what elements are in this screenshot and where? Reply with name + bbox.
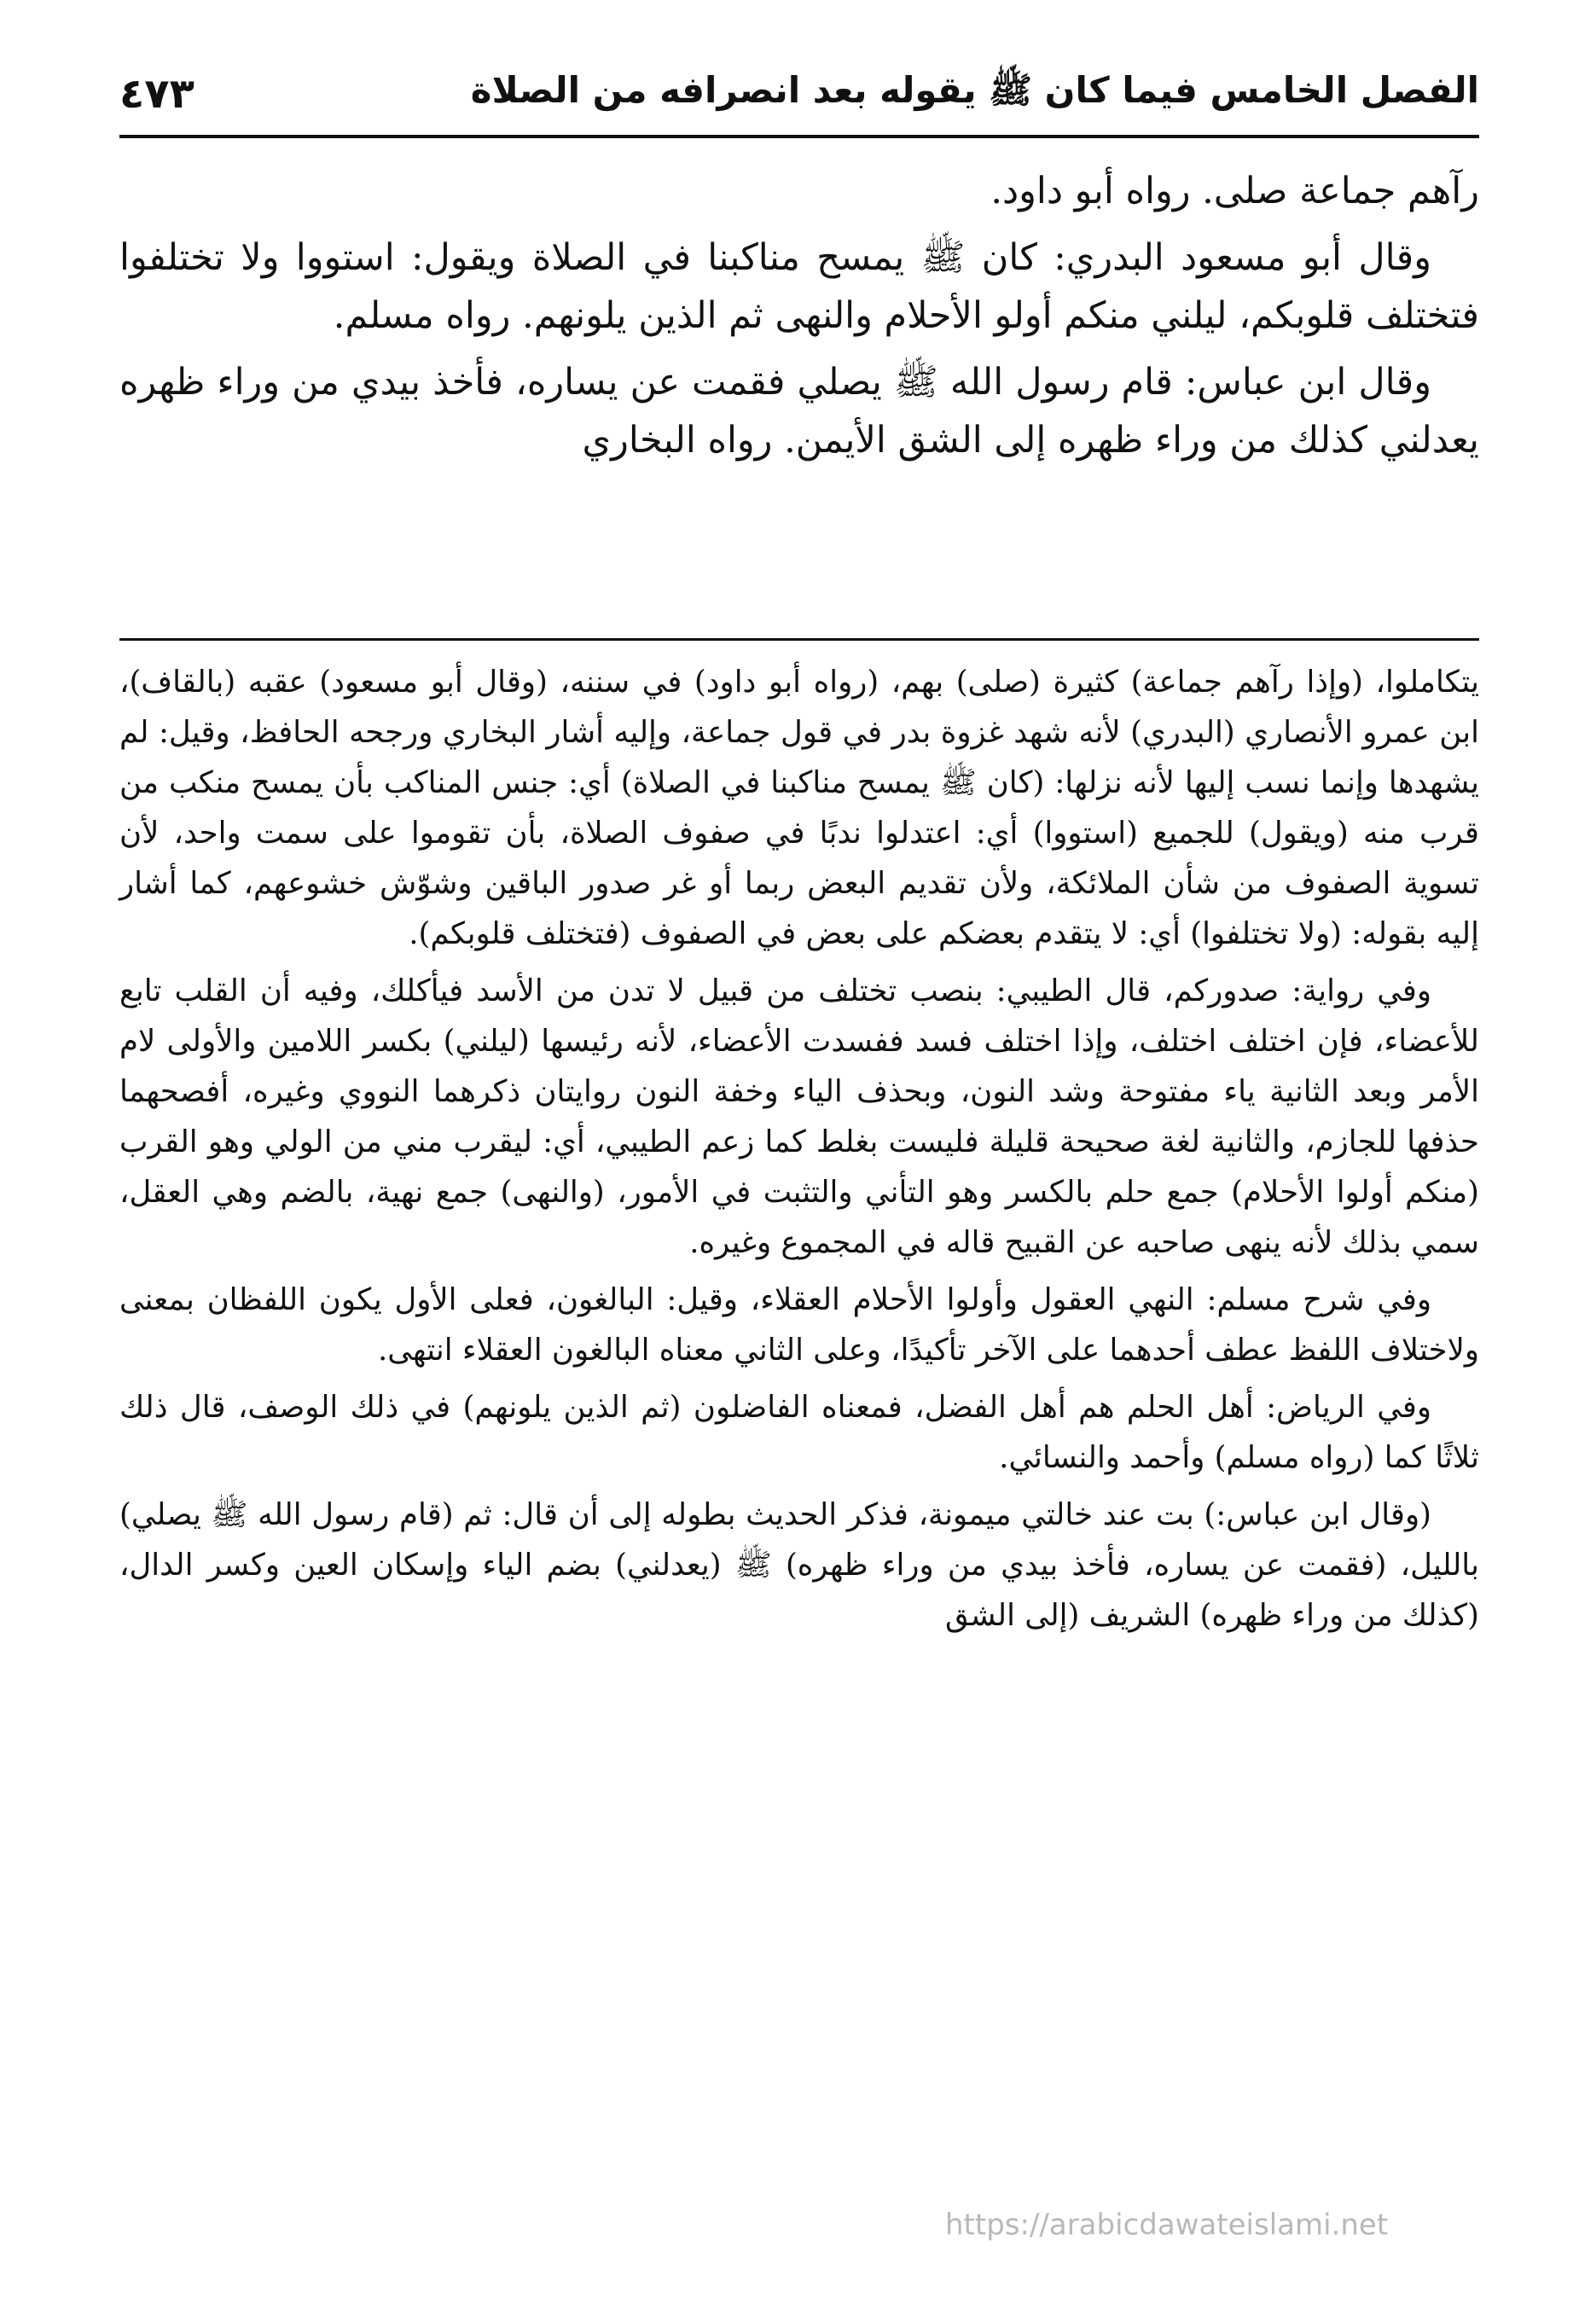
hadith-text bbox=[119, 162, 1479, 478]
watermark-url: https://arabicdawateislami.net bbox=[945, 2208, 1389, 2242]
commentary-paragraph: وفي الرياض: أهل الحلم هم أهل الفضل، فمعناه الفاضلون (ثم الذين يلونهم) في ذلك الوصف، قال ذلك ثلاثًا كما (رواه مسلم) وأحمد والنسائي. bbox=[119, 1390, 1479, 1475]
commentary-divider bbox=[119, 638, 1479, 641]
matn-paragraph: وقال ابن عباس: قام رسول الله ﷺ يصلي فقمت عن يساره، فأخذ بيدي من وراء ظهره يعدلني كذلك من وراء ظهره إلى الشق الأيمن. رواه البخاري bbox=[119, 361, 1479, 462]
header-rule bbox=[119, 135, 1479, 138]
commentary-paragraph: وفي شرح مسلم: النهي العقول وأولوا الأحلام العقلاء، وقيل: البالغون، فعلى الأول يكون اللفظان بمعنى ولاختلاف اللفظ عطف أحدهما على الآخر تأكيدًا، وعلى الثاني معناه البالغون العقلاء انتهى. bbox=[119, 1282, 1479, 1368]
commentary-paragraph: يتكاملوا، (وإذا رآهم جماعة) كثيرة (صلى) بهم، (رواه أبو داود) في سننه، (وقال أبو مسعود) عقبه (بالقاف)، ابن عمرو الأنصاري (البدري) لأنه شهد غزوة بدر في قول جماعة، وإليه أشار البخاري ورجحه الحافظ، وقيل: لم يشهدها وإنما نسب إليها لأنه نزلها: (كان ﷺ يمسح مناكبنا في الصلاة) أي: جنس المناكب بأن يمسح منكب من قرب منه (ويقول) للجميع (استووا) أي: اعتدلوا ندبًا في صفوف الصلاة، بأن تقوموا على سمت واحد، لأن تسوية الصفوف من شأن الملائكة، ولأن تقديم البعض ربما أو غر صدور الباقين وشوّش خشوعهم، كما أشار إليه بقوله: (ولا تختلفوا) أي: لا يتقدم بعضكم على بعض في الصفوف (فتختلف قلوبكم). bbox=[119, 665, 1479, 951]
page-number: ٤٧٣ bbox=[119, 70, 194, 118]
page-header bbox=[119, 51, 1479, 137]
running-title: الفصل الخامس فيما كان ﷺ يقوله بعد انصرافه من الصلاة bbox=[470, 68, 1479, 111]
commentary-paragraph: (وقال ابن عباس:) بت عند خالتي ميمونة، فذكر الحديث بطوله إلى أن قال: ثم (قام رسول الله ﷺ يصلي) بالليل، (فقمت عن يساره، فأخذ بيدي من وراء ظهره) ﷺ (يعدلني) بضم الياء وإسكان العين وكسر الدال، (كذلك من وراء ظهره) الشريف (إلى الشق bbox=[119, 1497, 1479, 1633]
matn-paragraph: رآهم جماعة صلى. رواه أبو داود. bbox=[990, 170, 1479, 212]
commentary-text bbox=[119, 657, 1479, 1647]
matn-paragraph: وقال أبو مسعود البدري: كان ﷺ يمسح مناكبنا في الصلاة ويقول: استووا ولا تختلفوا فتختلف قلوبكم، ليلني منكم أولو الأحلام والنهى ثم الذين يلونهم. رواه مسلم. bbox=[119, 236, 1479, 337]
commentary-paragraph: وفي رواية: صدوركم، قال الطيبي: بنصب تختلف من قبيل لا تدن من الأسد فيأكلك، وفيه أن القلب تابع للأعضاء، فإن اختلف اختلف، وإذا اختلف فسد ففسدت الأعضاء، لأنه رئيسها (ليلني) بكسر اللامين والأولى لام الأمر وبعد الثانية ياء مفتوحة وشد النون، وبحذف الياء وخفة النون روايتان ذكرهما النووي وغيره، أفصحهما حذفها للجازم، والثانية لغة صحيحة قليلة فليست بغلط كما زعم الطيبي، أي: ليقرب مني من الولي وهو القرب (منكم أولوا الأحلام) جمع حلم بالكسر وهو التأني والتثبت في الأمور، (والنهى) جمع نهية، بالضم وهي العقل، سمي بذلك لأنه ينهى صاحبه عن القبيح قاله في المجموع وغيره. bbox=[119, 973, 1479, 1260]
